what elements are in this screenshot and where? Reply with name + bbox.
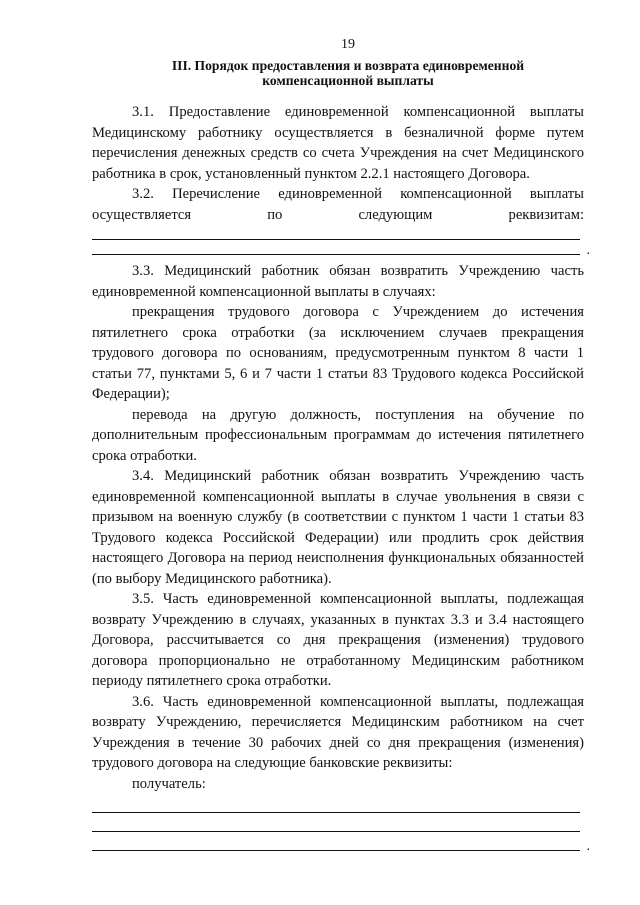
recipient-blank-line-1 xyxy=(92,798,580,813)
requisites-end-dot: . xyxy=(586,243,590,258)
section-title xyxy=(92,58,584,88)
paragraph-3-3: 3.3. Медицинский работник обязан возвратить Учреждению часть единовременной компенсационной выплаты в случаях: xyxy=(92,263,584,300)
section-title-line-1: III. Порядок предоставления и возврата единовременной xyxy=(171,58,525,73)
paragraph-3-4: 3.4. Медицинский работник обязан возвратить Учреждению часть единовременной компенсационной выплаты в случае увольнения в связи с призывом на военную службу (в соответствии с пунктом 1 части 1 статьи 83 Трудового кодекса Российской Федерации) или продлить срок действия настоящего Договора на период неисполнения функциональных обязанностей (по выбору Медицинского работника). xyxy=(92,468,584,587)
paragraph-3-6: 3.6. Часть единовременной компенсационной выплаты, подлежащая возврату Учреждению, перечисляется Медицинским работником на счет Учреждения в течение 30 рабочих дней со дня прекращения (изменения) трудового договора на следующие банковские реквизиты: xyxy=(92,693,584,771)
requisites-blank-row-2 xyxy=(92,240,590,258)
paragraph-3-3-a: прекращения трудового договора с Учреждением до истечения пятилетнего срока отработки (за исключением случаев прекращения трудового договора по основаниям, предусмотренным пунктом 8 части 1 статьи 77, пунктами 5, 6 и 7 части 1 статьи 83 Трудового кодекса Российской Федерации); xyxy=(92,304,584,402)
recipient-label: получатель: xyxy=(132,775,206,792)
paragraph-3-3-b: перевода на другую должность, поступления на обучение по дополнительным профессиональным программам до истечения пятилетнего срока отработки. xyxy=(92,406,584,464)
section-title-line-2: компенсационной выплаты xyxy=(262,73,434,88)
paragraph-3-5: 3.5. Часть единовременной компенсационной выплаты, подлежащая возврату Учреждению в случаях, указанных в пунктах 3.3 и 3.4 настоящего Договора, рассчитывается со дня прекращения (изменения) трудового договора пропорционально не отработанному Медицинским работником периоду пятилетнего срока отработки. xyxy=(92,591,584,689)
recipient-end-dot: . xyxy=(586,839,590,854)
recipient-blank-row-3 xyxy=(92,836,590,854)
paragraph-3-2: 3.2. Перечисление единовременной компенсационной выплаты осуществляется по следующим реквизитам: xyxy=(92,186,584,223)
recipient-blank-line-3 xyxy=(92,836,580,851)
requisites-blank-line-2 xyxy=(92,240,580,255)
recipient-blank-line-2 xyxy=(92,817,580,832)
page-number: 19 xyxy=(341,37,355,52)
paragraph-3-1: 3.1. Предоставление единовременной компенсационной выплаты Медицинскому работнику осуществляется в безналичной форме путем перечисления денежных средств со счета Учреждения на счет Медицинского работника в срок, установленный пунктом 2.2.1 настоящего Договора. xyxy=(92,104,584,182)
requisites-blank-line-1 xyxy=(92,225,580,240)
